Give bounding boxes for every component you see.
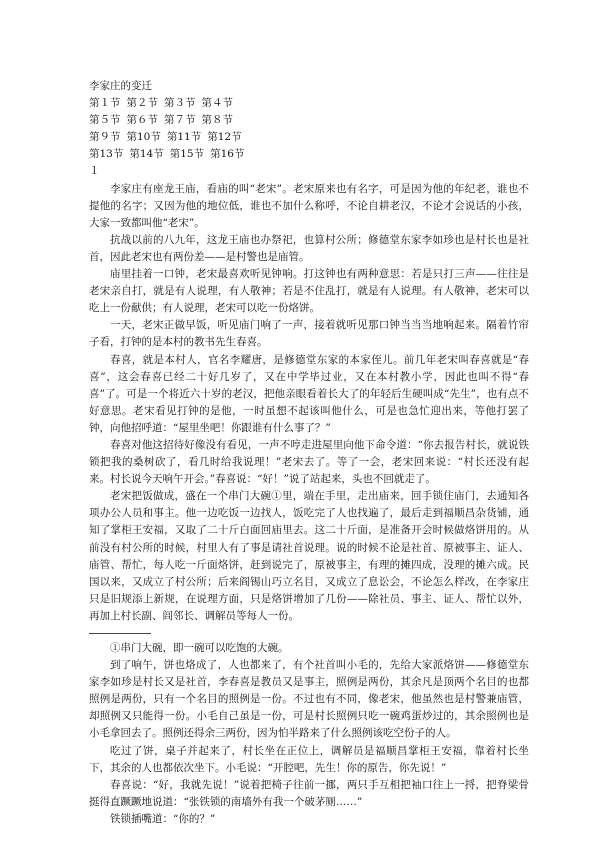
toc-link[interactable]: 第９节 [89, 131, 121, 144]
paragraph: 庙里挂着一口钟，老宋最喜欢听见钟响。打这钟也有两种意思：若是只打三声——往往是老宋亲自打，就是有人说理，有人敬神；若是不住乱打，就是有人说理。有人敬神，老宋可以吃上一份献供；有人说理，老宋可以吃一份烙饼。 [89, 268, 529, 315]
toc-link[interactable]: 第13节 [89, 148, 124, 161]
toc-link[interactable]: 第８节 [201, 114, 233, 127]
paragraph: 老宋把饭做成，盛在一个串门大碗①里，端在手里，走出庙来，回手锁住庙门，去通知各项办公人员和事主。他一边吃饭一边找人，饭吃完了人也找遍了，最后走到福顺昌杂货铺，通知了掌柜王安福，又取了二十斤白面回庙里去。这二十斤面，是准备开会时候做烙饼用的。从前没有村公所的时候，村里人有了事是请社首说理。说的时候不论是社首、原被事主、证人、庙管、帮忙，每人吃一斤面烙饼，赶到说完了，原被事主，有理的摊四成，没理的摊六成。民国以来，又成立了村公所；后来阎锡山巧立名目，又成立了息讼会，不论怎么样改，在李家庄只是旧规添上新规，在说理方面，只是烙饼增加了几份——除社员、事主、证人、帮忙以外，再加上村长副、闾邻长、调解员等每人一份。 [89, 490, 529, 622]
toc-link[interactable]: 第15节 [169, 148, 205, 161]
section-number: １ [89, 165, 100, 178]
paragraph: 吃过了饼，桌子并起来了，村长坐在正位上，调解员是福顺昌掌柜王安福，靠着村长坐下，其余的人也都依次坐下。小毛说：“开腔吧，先生！你的原告，你先说！” [89, 744, 529, 774]
toc-link[interactable]: 第11节 [166, 131, 202, 144]
paragraph: 一天，老宋正做早饭，听见庙门响了一声，接着就听见那口钟当当当地响起来。隔着竹帘子看，打钟的是本村的教书先生春喜。 [89, 319, 529, 349]
toc-link[interactable]: 第３节 [164, 97, 196, 110]
toc-link[interactable]: 第４节 [201, 97, 233, 110]
toc-link[interactable]: 第２节 [126, 97, 158, 110]
toc-link[interactable]: 第１节 [89, 97, 121, 110]
paragraph: 春喜说：“好，我就先说！”说着把椅子往前一挪，两只手互相把袖口往上一捋，把脊梁骨挺得直蹶蹶地说道：“张铁锁的南墙外有我一个破茅厕……” [89, 778, 529, 808]
footnote-divider [89, 633, 151, 634]
toc-link[interactable]: 第５节 [89, 114, 121, 127]
toc-link[interactable]: 第10节 [126, 131, 161, 144]
paragraph: 春喜，就是本村人，官名李耀唐，是修德堂东家的本家侄儿。前几年老宋叫春喜就是“春喜”，这会春喜已经二十好几岁了，又在中学毕过业，又在本村教小学，因此也叫不得“春喜”了。可是一个将近六十岁的老汉，把他亲眼看着长大了的年轻后生硬叫成“先生”，也有点不好意思。老宋看见打钟的是他，一时虽想不起该叫他什么，可是也急忙迎出来，等他打罢了钟，向他招呼道：“屋里坐吧！你跟谁有什么事了？” [89, 353, 529, 434]
document-page [89, 78, 529, 828]
toc-link[interactable]: 第12节 [207, 131, 242, 144]
toc-link[interactable]: 第７节 [164, 114, 196, 127]
toc-link[interactable]: 第14节 [129, 148, 164, 161]
paragraph: 抗战以前的八九年，这龙王庙也办祭祀，也算村公所；修德堂东家李如珍也是村长也是社首，因此老宋也有两份差——是村警也是庙管。 [89, 233, 529, 263]
toc-row [89, 146, 529, 163]
toc-link[interactable]: 第６节 [126, 114, 158, 127]
doc-title: 李家庄的变迁 [89, 80, 152, 92]
paragraph: 到了响午，饼也烙成了，人也都来了，有个社首叫小毛的，先给大家派烙饼——修德堂东家李如珍是村长又是社首，李春喜是教员又是事主，照例是两份，其余凡是顶两个名目的也都照例是两份，只有一个名目的照例是一份。不过也有不同，像老宋，他虽然也是村警兼庙管，却照例又只能得一份。小毛自己虽是一份，可是村长照例只吃一碗鸡蛋炒过的，其余照例也是小毛拿回去了。照例还得余三两份，因为怕半路来了什么照例该吃空份子的人。 [89, 659, 529, 740]
footnote: ①串门大碗，即一碗可以吃饱的大碗。 [110, 642, 289, 654]
toc-row [89, 95, 529, 112]
toc-row [89, 112, 529, 129]
toc-row [89, 129, 529, 146]
paragraph: 李家庄有座龙王庙，看庙的叫“老宋”。老宋原来也有名字，可是因为他的年纪老，谁也不提他的名字；又因为他的地位低，谁也不加什么称呼，不论自耕老汉，不论才会说话的小孩，大家一致都叫他“老宋”。 [89, 182, 529, 229]
paragraph: 春喜对他这招待好像没有看见，一声不哼走进屋里向他下命令道：“你去报告村长，就说铁锁把我的桑树砍了，看几时给我说理！”老宋去了。等了一会，老宋回来说：“村长还没有起来。村长说今天响午开会。”春喜说：“好！”说了站起来，头也不回就走了。 [89, 438, 529, 486]
paragraph: 铁锁插嘴道：“你的？” [110, 812, 216, 825]
toc-link[interactable]: 第16节 [210, 148, 245, 161]
